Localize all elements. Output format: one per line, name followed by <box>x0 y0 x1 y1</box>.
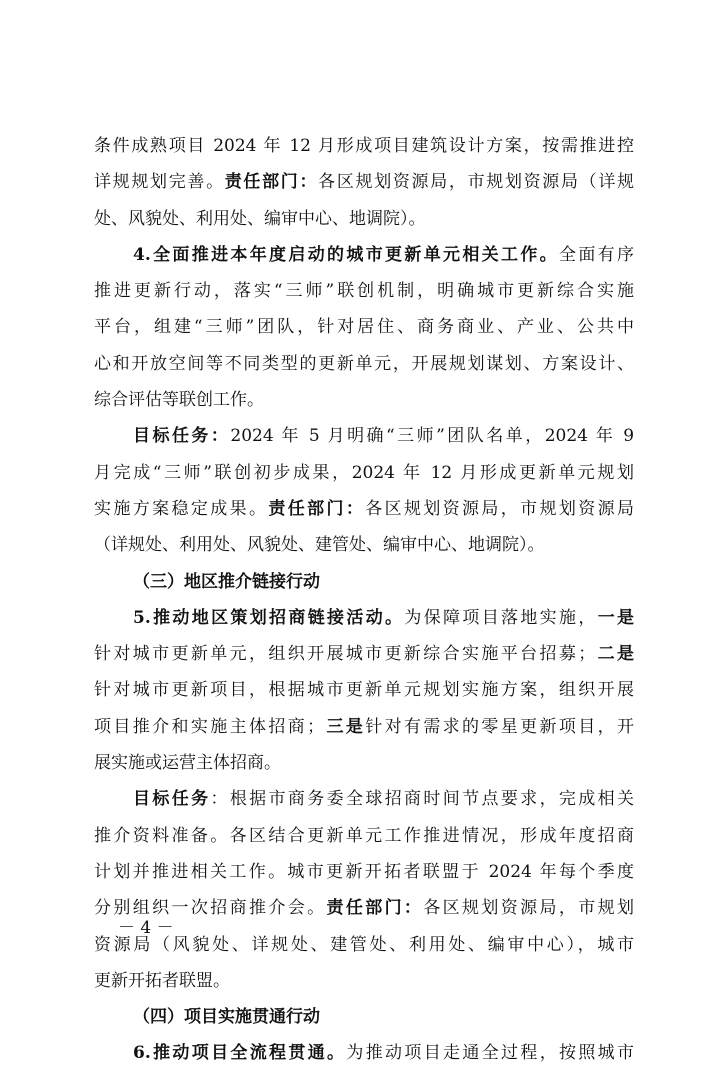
text-line <box>94 854 634 890</box>
target-task-label: 目标任务 <box>133 789 211 810</box>
enumeration-label: 一是 <box>597 607 634 628</box>
text-span: 各区规划资源局，市规划 <box>423 898 634 919</box>
text-line <box>94 455 634 491</box>
text-line <box>94 382 634 418</box>
section-title: （四）项目实施贯通行动 <box>133 1007 320 1028</box>
item-heading-4 <box>94 237 634 273</box>
text-span: （详规处、利用处、风貌处、建管处、编审中心、地调院）。 <box>94 535 545 556</box>
section-heading-4 <box>94 999 634 1035</box>
item-heading-6 <box>94 1035 634 1071</box>
text-line <box>94 745 634 781</box>
item-title: 6.推动项目全流程贯通。 <box>133 1043 347 1064</box>
text-span: 展实施或运营主体招商。 <box>94 753 281 774</box>
text-line <box>94 636 634 672</box>
text-span: 2024 年 5 月明确“三师”团队名单，2024 年 9 <box>230 426 634 447</box>
text-span: 心和开放空间等不同类型的更新单元，开展规划谋划、方案设计、 <box>94 353 634 374</box>
text-span: 为推动项目走通全过程，按照城市 <box>346 1043 634 1064</box>
text-span: ：根据市商务委全球招商时间节点要求，完成相关 <box>210 789 634 810</box>
responsible-dept-label: 责任部门： <box>224 172 319 193</box>
text-line <box>94 927 634 963</box>
text-span: 分别组织一次招商推介会。 <box>94 898 327 919</box>
text-span: 针对有需求的零星更新项目，开 <box>365 716 634 737</box>
text-line <box>94 781 634 817</box>
text-span: 推介资料准备。各区结合更新单元工作推进情况，形成年度招商 <box>94 825 634 846</box>
text-line <box>94 890 634 926</box>
text-span: 处、风貌处、利用处、编审中心、地调院）。 <box>94 208 426 229</box>
enumeration-label: 二是 <box>595 644 634 665</box>
text-line <box>94 709 634 745</box>
text-line <box>94 418 634 454</box>
text-line <box>94 201 634 237</box>
text-line <box>94 128 634 164</box>
section-title: （三）地区推介链接行动 <box>133 571 320 592</box>
section-heading-3 <box>94 564 634 600</box>
text-span: 详规规划完善。 <box>94 172 225 193</box>
body-text <box>94 128 634 1072</box>
text-line <box>94 818 634 854</box>
text-span: 各区规划资源局，市规划资源局（详规 <box>318 172 634 193</box>
text-line <box>94 309 634 345</box>
text-span: 计划并推进相关工作。城市更新开拓者联盟于 2024 年每个季度 <box>94 861 634 882</box>
text-line <box>94 164 634 200</box>
responsible-dept-label: 责任部门： <box>326 898 424 919</box>
text-line <box>94 491 634 527</box>
page-number: － 4 － <box>118 918 174 938</box>
text-span: 为保障项目落地实施， <box>404 607 598 628</box>
text-span: 项目推介和实施主体招商； <box>94 716 325 737</box>
text-span: 针对城市更新单元，组织开展城市更新综合实施平台招募； <box>94 644 596 665</box>
text-line <box>94 672 634 708</box>
text-span: 更新开拓者联盟。 <box>94 970 230 991</box>
text-line <box>94 346 634 382</box>
item-title: 5.推动地区策划招商链接活动。 <box>133 607 405 628</box>
text-span: 资源局（风貌处、详规处、建管处、利用处、编审中心），城市 <box>94 934 634 955</box>
item-title: 4.全面推进本年度启动的城市更新单元相关工作。 <box>133 244 560 265</box>
text-span: 月完成“三师”联创初步成果，2024 年 12 月形成更新单元规划 <box>94 462 634 483</box>
text-span: 实施方案稳定成果。 <box>94 498 269 519</box>
target-task-label: 目标任务： <box>133 426 231 447</box>
text-line <box>94 273 634 309</box>
text-span: 平台，组建“三师”团队，针对居住、商务商业、产业、公共中 <box>94 317 634 338</box>
text-span: 全面有序 <box>559 244 634 265</box>
text-span: 推进更新行动，落实“三师”联创机制，明确城市更新综合实施 <box>94 281 634 302</box>
text-span: 综合评估等联创工作。 <box>94 390 264 411</box>
text-span: 针对城市更新项目，根据城市更新单元规划实施方案，组织开展 <box>94 680 634 701</box>
text-line <box>94 963 634 999</box>
text-span: 条件成熟项目 2024 年 12 月形成项目建筑设计方案，按需推进控 <box>94 136 634 156</box>
item-heading-5 <box>94 600 634 636</box>
enumeration-label: 三是 <box>324 716 366 737</box>
text-span: 各区规划资源局，市规划资源局 <box>365 498 634 519</box>
responsible-dept-label: 责任部门： <box>268 498 366 519</box>
text-line <box>94 527 634 563</box>
